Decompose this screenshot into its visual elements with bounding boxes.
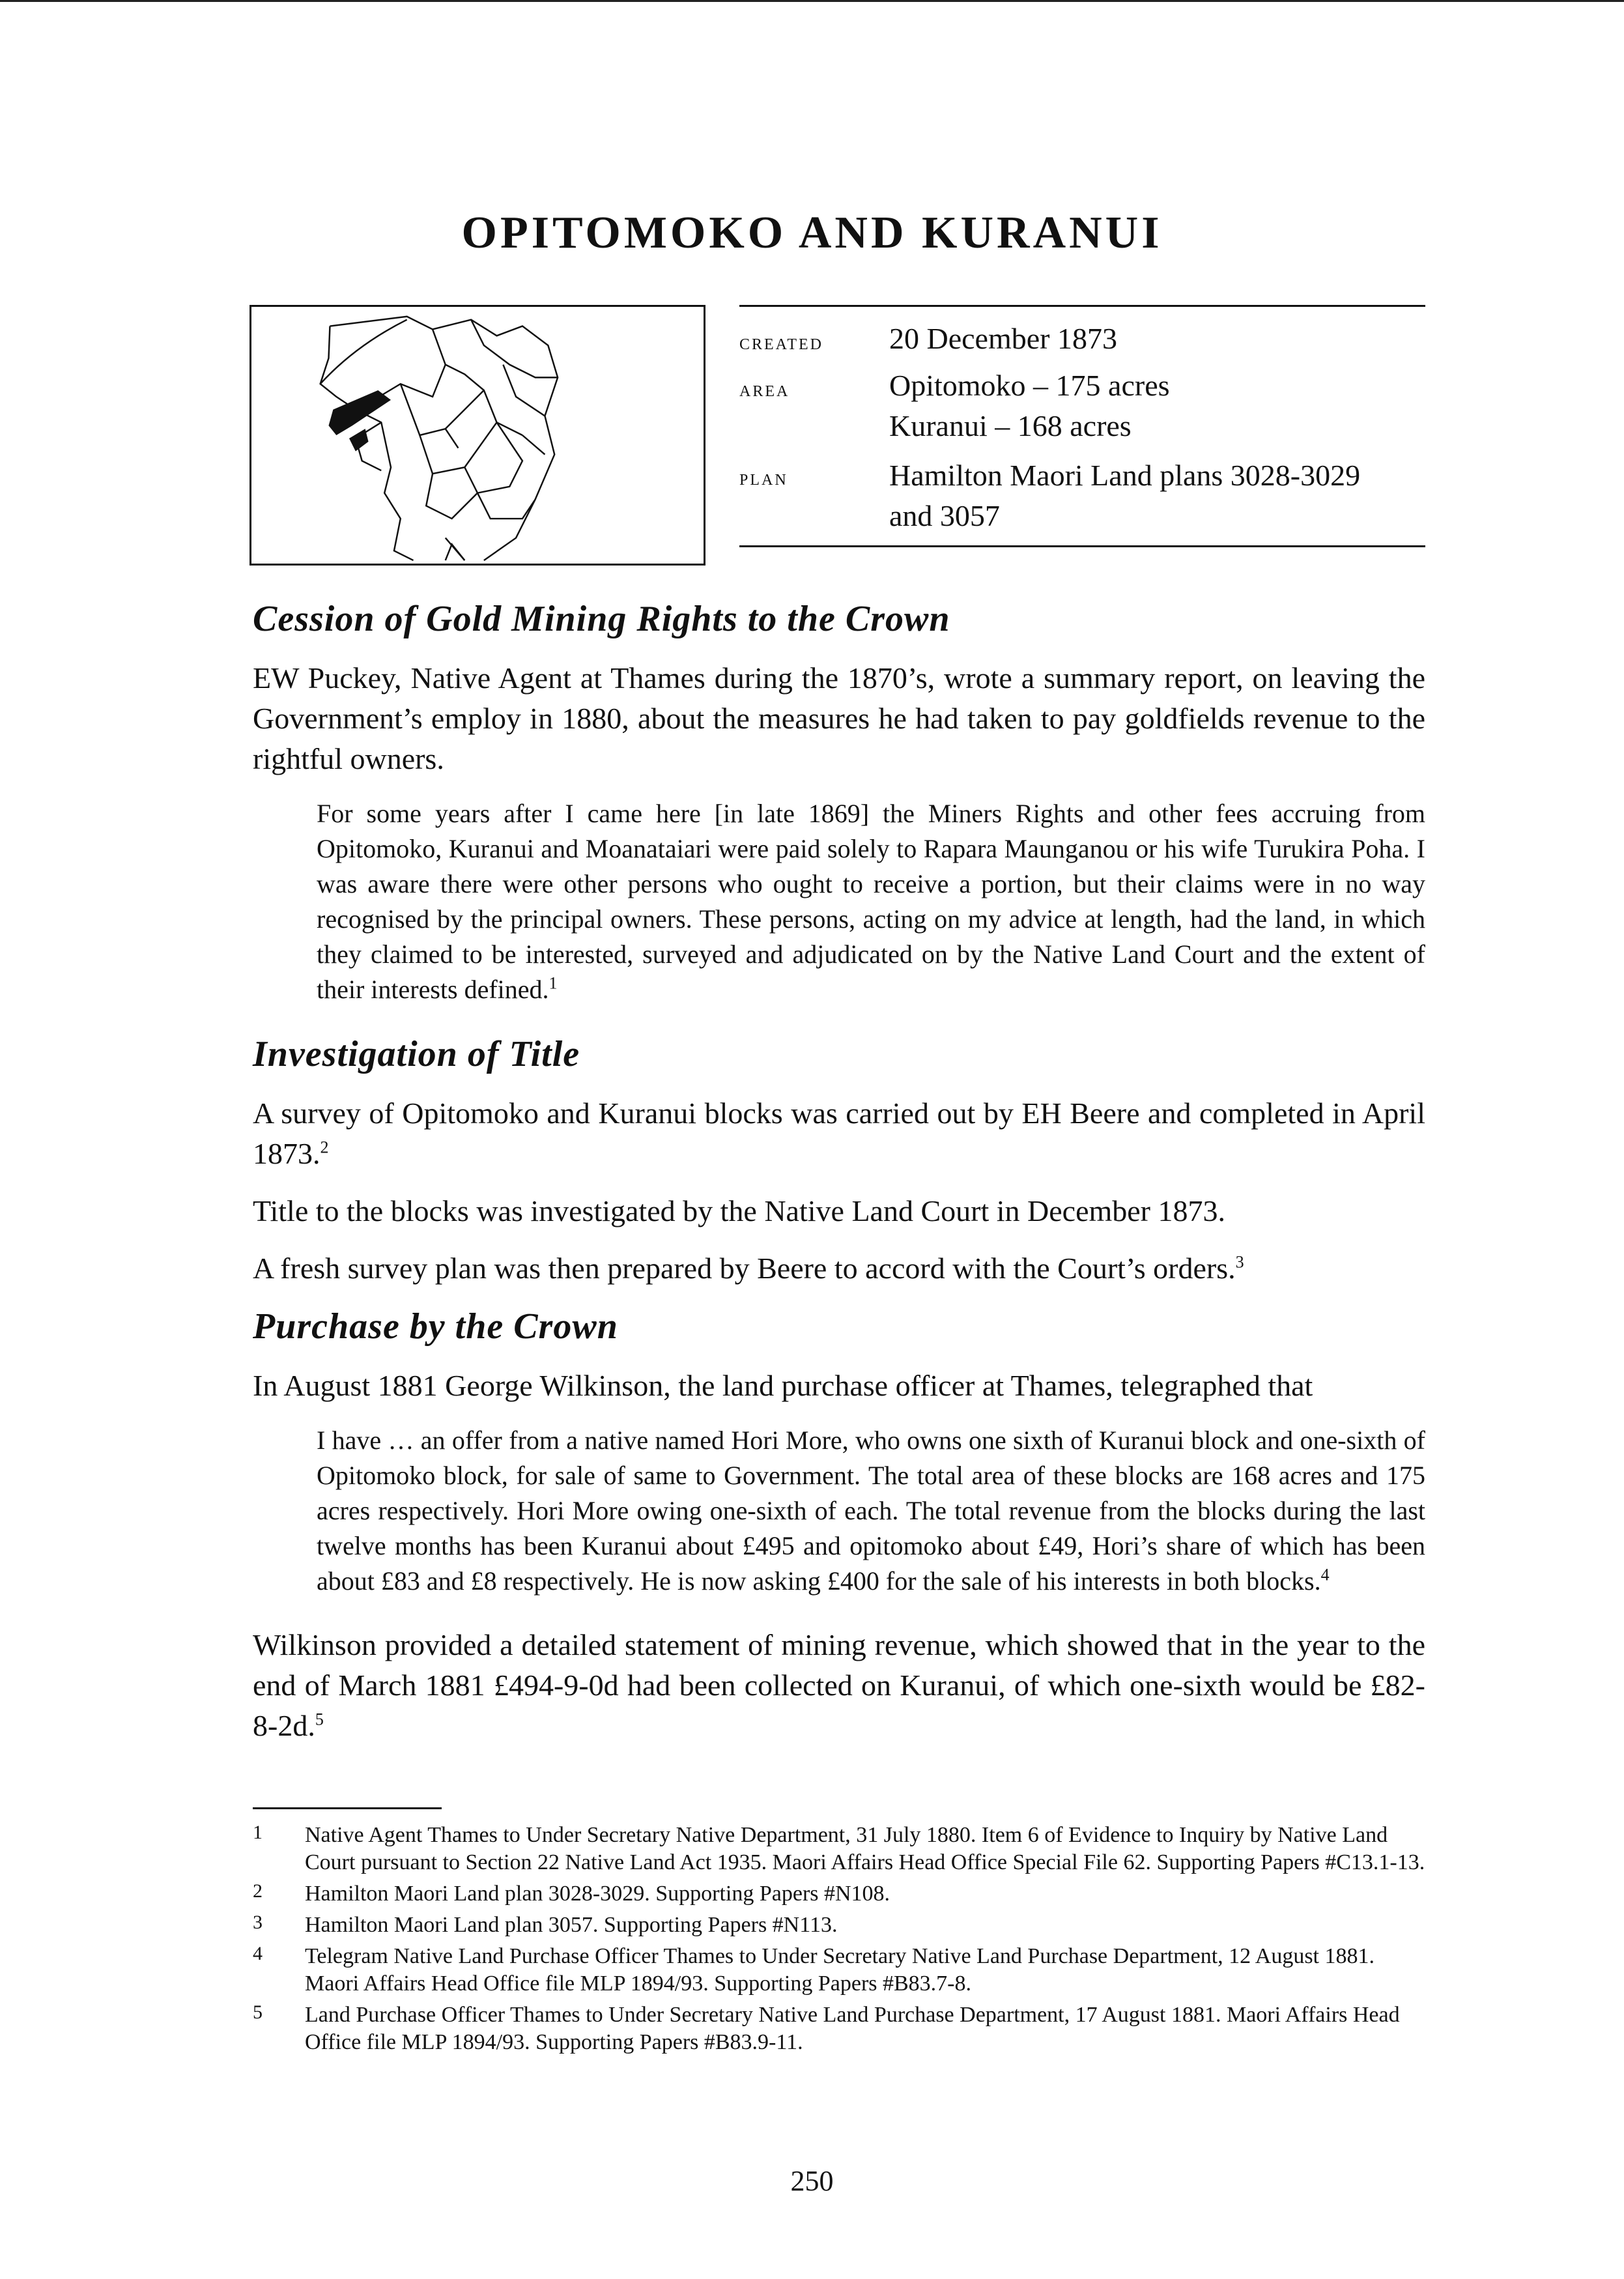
title-paragraph-survey-text: A survey of Opitomoko and Kuranui blocks was carried out by EH Beere and completed in April 1873. bbox=[253, 1096, 1425, 1170]
purchase-paragraph-intro: In August 1881 George Wilkinson, the land purchase officer at Thames, telegraphed that bbox=[253, 1369, 1313, 1402]
footnote-1 bbox=[253, 1822, 1425, 1876]
created-value: 20 December 1873 bbox=[889, 322, 1117, 355]
footnote-number: 2 bbox=[253, 1880, 263, 1902]
location-map-drawing bbox=[251, 307, 704, 564]
footnote-text: Hamilton Maori Land plan 3028-3029. Supporting Papers #N108. bbox=[305, 1882, 890, 1906]
plan-label: plan bbox=[739, 466, 788, 490]
created-row bbox=[739, 307, 1425, 359]
footnote-number: 3 bbox=[253, 1912, 263, 1933]
location-map bbox=[249, 305, 705, 566]
main-content bbox=[253, 598, 1425, 1763]
page-number: 250 bbox=[790, 2165, 834, 2197]
footnote-text: Land Purchase Officer Thames to Under Secretary Native Land Purchase Department, 17 August 1881. Maori Affairs Head Office file MLP 1894/93. Supporting Papers #B83.9-11. bbox=[305, 2003, 1400, 2054]
title-paragraph-plan-text: A fresh survey plan was then prepared by Beere to accord with the Court’s orders. bbox=[253, 1252, 1236, 1285]
footnote-ref-3[interactable]: 3 bbox=[1235, 1252, 1244, 1272]
footnote-ref-2[interactable]: 2 bbox=[320, 1138, 329, 1157]
page-title: OPITOMOKO AND KURANUI bbox=[461, 208, 1163, 258]
purchase-paragraph-revenue-text: Wilkinson provided a detailed statement of mining revenue, which showed that in the year to the end of March 1881 £494-9-0d had been collected on Kuranui, of which one-sixth would be £82-8-2d. bbox=[253, 1628, 1425, 1742]
footnote-5 bbox=[253, 2001, 1425, 2056]
footnote-2 bbox=[253, 1880, 1425, 1908]
puckey-quote bbox=[317, 796, 1425, 1007]
wilkinson-quote bbox=[317, 1423, 1425, 1599]
footnote-text: Native Agent Thames to Under Secretary Native Department, 31 July 1880. Item 6 of Evidence to Inquiry by Native Land Court pursuant to Section 22 Native Land Act 1935. Maori Affairs Head Office Special File 62. Supporting Papers #C13.1-13. bbox=[305, 1823, 1425, 1874]
footnote-number: 4 bbox=[253, 1943, 263, 1964]
cession-paragraph: EW Puckey, Native Agent at Thames during the 1870’s, wrote a summary report, on leaving the Government’s employ in 1880, about the measures he had taken to pay goldfields revenue to the rightful owners. bbox=[253, 661, 1425, 775]
top-rule bbox=[0, 0, 1624, 2]
title-paragraph-plan bbox=[253, 1248, 1425, 1289]
footnote-text: Telegram Native Land Purchase Officer Thames to Under Secretary Native Land Purchase Department, 12 August 1881. Maori Affairs Head Office file MLP 1894/93. Supporting Papers #B83.7-8. bbox=[305, 1944, 1375, 1996]
wilkinson-quote-text: I have … an offer from a native named Hori More, who owns one sixth of Kuranui block and one-sixth of Opitomoko block, for sale of same to Government. The total area of these blocks are 168 acres and 175 acres respectively. Hori More owing one-sixth of each. The total revenue from the blocks during the last twelve months has been Kuranui about £495 and opitomoko about £49, Hori’s share of which has been about £83 and £8 respectively. He is now asking £400 for the sale of his interests in both blocks. bbox=[317, 1426, 1425, 1596]
title-paragraph-court: Title to the blocks was investigated by the Native Land Court in December 1873. bbox=[253, 1194, 1226, 1227]
puckey-quote-text: For some years after I came here [in late 1869] the Miners Rights and other fees accruing from Opitomoko, Kuranui and Moanataiari were paid solely to Rapara Maunganou or his wife Turukira Poha. I was aware there were other persons who ought to receive a portion, but their claims were in no way recognised by the principal owners. These persons, acting on my advice at length, had the land, in which they claimed to be interested, surveyed and adjudicated on by the Native Land Court and the extent of their interests defined. bbox=[317, 799, 1425, 1004]
footnote-ref-4[interactable]: 4 bbox=[1320, 1565, 1330, 1584]
area-line-kuranui: Kuranui – 168 acres bbox=[889, 409, 1132, 442]
plan-line-1: Hamilton Maori Land plans 3028-3029 bbox=[889, 459, 1361, 492]
footnote-3 bbox=[253, 1912, 1425, 1939]
footnotes bbox=[253, 1822, 1425, 2060]
area-row bbox=[739, 359, 1425, 446]
section-heading-purchase: Purchase by the Crown bbox=[253, 1306, 618, 1347]
section-heading-title: Investigation of Title bbox=[253, 1034, 580, 1074]
created-label: created bbox=[739, 330, 823, 354]
area-label: area bbox=[739, 377, 790, 401]
purchase-paragraph-revenue bbox=[253, 1625, 1425, 1746]
footnote-text: Hamilton Maori Land plan 3057. Supporting Papers #N113. bbox=[305, 1913, 838, 1937]
section-heading-cession: Cession of Gold Mining Rights to the Crown bbox=[253, 599, 950, 639]
plan-line-2: and 3057 bbox=[889, 499, 1000, 532]
plan-row bbox=[739, 446, 1425, 545]
footnote-number: 1 bbox=[253, 1822, 263, 1843]
title-paragraph-survey bbox=[253, 1093, 1425, 1174]
footnote-ref-5[interactable]: 5 bbox=[315, 1710, 324, 1729]
footnote-4 bbox=[253, 1943, 1425, 1998]
block-info-table bbox=[739, 305, 1425, 547]
area-line-opitomoko: Opitomoko – 175 acres bbox=[889, 369, 1170, 402]
footnote-divider bbox=[253, 1807, 442, 1809]
footnote-number: 5 bbox=[253, 2001, 263, 2023]
footnote-ref-1[interactable]: 1 bbox=[548, 973, 558, 993]
